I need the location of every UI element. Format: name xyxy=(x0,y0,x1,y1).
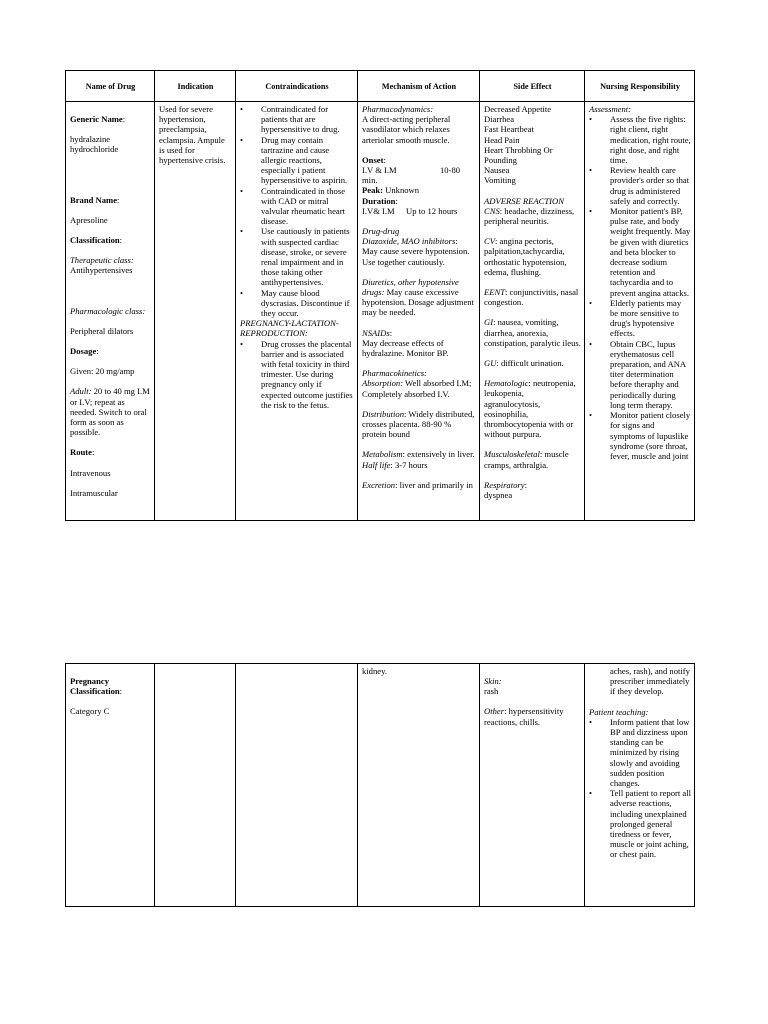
metabolism-label: Metabolism xyxy=(362,449,403,460)
duration-label: Duration xyxy=(362,195,396,206)
list-item: • Inform patient that low BP and dizziness upon standing can be minimized by rising slowly and avoiding sudden position changes. xyxy=(589,717,691,788)
drug-drug-text: May cause severe hypotension. Use together cautiously. xyxy=(362,246,470,267)
peak-value: Unknown xyxy=(383,185,420,196)
header-contraindications: Contraindications xyxy=(236,71,358,102)
duration-route: I.V& I.M xyxy=(362,205,395,216)
drug-study-table xyxy=(65,70,695,521)
musculoskeletal-text: : muscle cramps, arthralgia. xyxy=(484,449,569,470)
halflife-label: Half life xyxy=(362,459,391,470)
skin-text: rash xyxy=(484,686,499,697)
route-im: Intramuscular xyxy=(70,487,118,498)
therapeutic-label: Therapeutic class: xyxy=(70,255,134,266)
eent-label: EENT xyxy=(484,287,506,298)
list-item: Nausea xyxy=(484,165,510,176)
nursing-cell xyxy=(585,102,695,521)
nsaids-text: May decrease effects of hydralazine. Monitor BP. xyxy=(362,337,449,359)
indication-cell xyxy=(155,664,236,907)
dosage-given: Given: 20 mg/amp xyxy=(70,366,135,377)
respiratory-label: Respiratory xyxy=(484,479,525,490)
drug-name-cell: Generic Name: hydralazine hydrochloride Brand Name: Apresoline Classification: Therapeutic class: Antihypertensives Pharmacologic class: Peripheral dilators Dosage: Given: 20 mg/amp Adult: 20 to 40 mg I.M or I.V; repeat as needed. Switch to oral form as soon as possible. Route: Intravenous Intramuscular xyxy=(66,102,155,521)
header-indication: Indication xyxy=(155,71,236,102)
side-effect-cell: Decreased Appetite Diarrhea Fast Heartbeat Head Pain Heart Throbbing Or Pounding Nausea Vomiting ADVERSE REACTION CNS: headache, dizziness, peripheral neuritis. CV: angina pectoris, palpitation,tachycardia, orthostatic hypotension, edema, flushing. EENT: conjunctivitis, nasal congestion. GI: nausea, vomiting, diarrhea, anorexia, constipation, paralytic ileus. GU: difficult urination. Hematologic: neutropenia, leukopenia, agranulocytosis, eosinophilia, thrombocytopenia with or without purpura. Musculoskeletal: muscle cramps, arthralgia. Respiratory: dyspnea xyxy=(480,102,585,521)
contraindications-cell xyxy=(236,664,358,907)
cv-text: : angina pectoris, palpitation,tachycardia, orthostatic hypotension, edema, flushing. xyxy=(484,236,567,277)
assessment-list xyxy=(589,114,691,461)
pregnancy-list xyxy=(240,339,354,410)
contraindications-cell xyxy=(236,102,358,521)
dosage-label: Dosage xyxy=(70,346,97,357)
eent-text: : conjunctivitis, nasal congestion. xyxy=(484,287,579,308)
list-item: • Use cautiously in patients with suspected cardiac disease, stroke, or severe renal impairment and in those taking other antihypertensives. xyxy=(240,226,354,287)
drug-drug-label: Drug-drug xyxy=(362,226,400,237)
brand-name: Apresoline xyxy=(70,214,108,225)
mechanism-cell: Pharmacodynamics: A direct-acting peripheral vasodilator which relaxes arteriolar smooth muscle. Onset: I.V & I.M 10-80 min. Peak: Unknown Duration: I.V& I.M Up to 12 hours Drug-drug Diazoxide, MAO inhibitors: May cause severe hypotension. Use together cautiously. Diuretics, other hypotensive drugs: May cause excessive hypotension. Dosage adjustment may be needed. NSAIDs: May decrease effects of hydralazine. Monitor BP. Pharmacokinetics: Absorption: Well absorbed I.M; Completely absorbed I.V. Distribution: Widely distributed, crosses placenta. 88-90 % protein bound Metabolism: extensively in liver. Half life: 3-7 hours Excretion: liver and primarily in xyxy=(358,102,480,521)
pharmacologic-label: Pharmacologic class: xyxy=(70,305,146,316)
distribution-text: : Widely distributed, crosses placenta. 88-90 % protein bound xyxy=(362,408,475,440)
absorption-label: Absorption: xyxy=(362,378,404,389)
list-item: • Assess the five rights: right client, right medication, right route, right dose, and right time. xyxy=(589,114,691,165)
list-item: Vomiting xyxy=(484,175,516,186)
gi-label: GI xyxy=(484,317,494,328)
drug-name-cell: Pregnancy Classification: Category C xyxy=(66,664,155,907)
list-item: • Obtain CBC, lupus erythematosus cell preparation, and ANA titer determination before theraphy and periodically during long term therapy. xyxy=(589,339,691,410)
header-row xyxy=(66,71,695,102)
pregnancy-lactation-heading: PREGNANCY-LACTATION-REPRODUCTION: xyxy=(240,318,339,339)
header-nursing: Nursing Responsibility xyxy=(585,71,695,102)
list-item: Fast Heartbeat xyxy=(484,124,534,135)
list-item: • Monitor patient's BP, pulse rate, and body weight frequently. May be given with diuretics and beta blocker to decrease sodium retention and tachycardia and to prevent angina attacks. xyxy=(589,206,691,298)
patient-teaching-label: Patient teaching: xyxy=(589,706,649,717)
list-item: • May cause blood dyscrasias. Discontinue if they occur. xyxy=(240,288,354,319)
halflife-text: : 3-7 hours xyxy=(390,459,428,470)
metabolism-text: : extensively in liver. xyxy=(402,449,475,460)
nursing-continued: aches, rash), and notify prescriber immediately if they develop. xyxy=(610,666,690,697)
cv-label: CV xyxy=(484,236,495,247)
cns-text: : headache, dizziness, peripheral neuritis. xyxy=(484,205,575,227)
header-side-effect: Side Effect xyxy=(480,71,585,102)
generic-name: hydralazine hydrochloride xyxy=(70,134,119,155)
skin-label: Skin xyxy=(484,676,499,686)
duration-value: Up to 12 hours xyxy=(406,205,458,216)
list-item: • Monitor patient closely for signs and symptoms of lupuslike syndrome (sore throat, fever, muscle and joint xyxy=(589,410,691,461)
other-text: : hypersensitivity reactions, chills. xyxy=(484,706,564,727)
pharmacologic-value: Peripheral dilators xyxy=(70,325,134,336)
pharmacokinetics-label: Pharmacokinetics: xyxy=(362,368,427,379)
drug-drug-sub: Diazoxide, MAO inhibitors xyxy=(362,236,456,247)
route-label: Route xyxy=(70,447,92,458)
list-item: Decreased Appetite xyxy=(484,104,552,114)
list-item: • Tell patient to report all adverse reactions, including unexplained prolonged general tiredness or fever, muscle or joint aching, or chest pain. xyxy=(589,788,691,859)
adult-dose: 20 to 40 mg I.M or I.V; repeat as needed. Switch to oral form as soon as possible. xyxy=(70,386,150,438)
list-item: • Drug crosses the placental barrier and is associated with fetal toxicity in third trimester. Use during pregnancy only if expected outcome justifies the risk to the fetus. xyxy=(240,339,354,410)
contraindication-list xyxy=(240,104,354,318)
table-row xyxy=(66,102,695,521)
respiratory-text: dyspnea xyxy=(484,490,513,501)
gi-text: : nausea, vomiting, diarrhea, anorexia, constipation, paralytic ileus. xyxy=(484,317,581,348)
adult-label: Adult: xyxy=(70,386,92,397)
generic-label: Generic Name xyxy=(70,114,123,124)
list-item: Diarrhea xyxy=(484,114,515,125)
side-effect-cell: Skin: rash Other: hypersensitivity reactions, chills. xyxy=(480,664,585,907)
side-effect-general xyxy=(484,104,581,186)
pharmacodynamics-text: A direct-acting peripheral vasodilator which relaxes arteriolar smooth muscle. xyxy=(362,114,451,145)
route-iv: Intravenous xyxy=(70,467,111,478)
hematologic-text: : neutropenia, leukopenia, agranulocytosis, eosinophilia, thrombocytopenia with or without purpura. xyxy=(484,378,576,440)
excretion-text: : liver and primarily in xyxy=(395,479,473,490)
therapeutic-value: Antihypertensives xyxy=(70,265,133,276)
classification-label: Classification xyxy=(70,235,120,246)
hematologic-label: Hematologic xyxy=(484,378,529,389)
diuretics-text: May cause excessive hypotension. Dosage adjustment may be needed. xyxy=(362,287,474,318)
list-item: • Review health care provider's order so that drug is administered safely and correctly. xyxy=(589,165,691,206)
mechanism-continued: kidney. xyxy=(362,666,387,676)
drug-study-table-continued xyxy=(65,663,695,907)
adverse-reaction-label: ADVERSE REACTION xyxy=(484,195,564,206)
list-item: Heart Throbbing Or Pounding xyxy=(484,144,553,166)
mechanism-cell xyxy=(358,664,480,907)
list-item: • Contraindicated for patients that are hypersensitive to drug. xyxy=(240,104,354,135)
table-row xyxy=(66,664,695,907)
list-item: • Elderly patients may be more sensitive to drug's hypotensive effects. xyxy=(589,298,691,339)
header-name-of-drug: Name of Drug xyxy=(66,71,155,102)
absorption-text: Well absorbed I.M; Completely absorbed I.V. xyxy=(362,378,472,399)
indication-cell xyxy=(155,102,236,521)
other-label: Other xyxy=(484,706,505,717)
pregnancy-value: Category C xyxy=(70,706,110,717)
gu-text: : difficult urination. xyxy=(496,358,564,369)
nsaids-label: NSAIDs xyxy=(362,327,390,338)
header-mechanism: Mechanism of Action xyxy=(358,71,480,102)
brand-label: Brand Name xyxy=(70,194,118,205)
peak-label: Peak: xyxy=(362,185,384,196)
list-item: Head Pain xyxy=(484,134,520,145)
onset-route: I.V & I.M xyxy=(362,165,397,176)
diuretics-label: Diuretics, other hypotensive drugs: xyxy=(362,276,459,298)
teaching-list xyxy=(589,717,691,860)
assessment-label: Assessment: xyxy=(589,104,632,114)
onset-time: 10-80 xyxy=(440,165,461,176)
cns-label: CNS xyxy=(484,205,500,216)
pregnancy-label: Pregnancy Classification xyxy=(70,676,120,697)
indication-text: Used for severe hypertension, preeclampsia, eclampsia. Ampule is used for hypertensive crisis. xyxy=(159,104,226,166)
nursing-cell xyxy=(585,664,695,907)
excretion-label: Excretion xyxy=(362,479,396,490)
onset-label: Onset xyxy=(362,154,384,165)
onset-unit: min. xyxy=(362,175,378,186)
list-item: • Drug may contain tartrazine and cause allergic reactions, especially i patient hypersensitive to aspirin. xyxy=(240,135,354,186)
pharmacodynamics-label: Pharmacodynamics: xyxy=(362,104,434,114)
list-item: • Contraindicated in those with CAD or mitral valvular rheumatic heart disease. xyxy=(240,186,354,227)
distribution-label: Distribution xyxy=(362,408,405,419)
gu-label: GU xyxy=(484,358,497,369)
musculoskeletal-label: Musculoskeletal xyxy=(484,449,540,460)
